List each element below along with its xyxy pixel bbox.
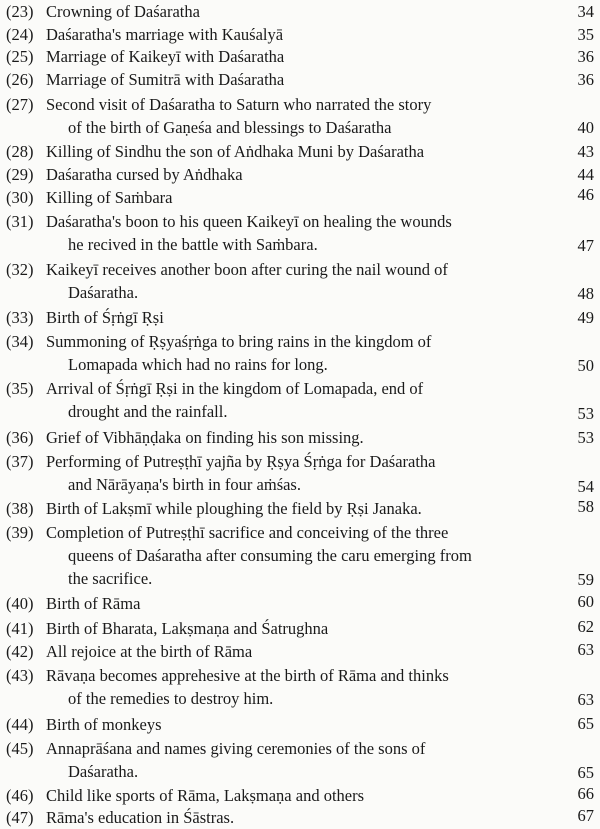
entry-title [46, 592, 546, 615]
entry-number: (40) [6, 594, 34, 613]
entry-title-line: Child like sports of Rāma, Lakṣmaṇa and others [46, 786, 365, 805]
entry-title-line: Rāma's education in Śāstras. [46, 808, 235, 827]
entry-title [46, 426, 546, 449]
entry-page: 46 [577, 185, 594, 204]
entry-title [46, 664, 546, 710]
entry-title-line: Arrival of Śṛṅgī Ṛṣi in the kingdom of Lomapada, end of [46, 379, 424, 398]
entry-page: 53 [577, 428, 594, 447]
entry-title-line: Summoning of Ṛṣyaśṛṅga to bring rains in the kingdom of [46, 332, 432, 351]
entry-number: (25) [6, 47, 34, 66]
entry-page: 58 [577, 497, 594, 516]
entry-page: 40 [577, 118, 594, 137]
entry-page: 49 [577, 308, 594, 327]
entry-number: (23) [6, 2, 34, 21]
entry-title [46, 713, 546, 736]
entry-number: (35) [6, 379, 34, 398]
entry-title [46, 521, 546, 590]
entry-page: 35 [577, 25, 594, 44]
entry-number: (36) [6, 428, 34, 447]
entry-number: (27) [6, 95, 34, 114]
entry-number: (26) [6, 70, 34, 89]
entry-title [46, 93, 546, 139]
entry-number: (28) [6, 142, 34, 161]
entry-title [46, 497, 546, 520]
entry-title-line: of the remedies to destroy him. [68, 689, 274, 708]
entry-title [46, 784, 546, 807]
entry-title-line: Birth of monkeys [46, 715, 162, 734]
entry-title [46, 23, 546, 46]
entry-title-line: Annaprāśana and names giving ceremonies of the sons of [46, 739, 426, 758]
entry-title-line: Crowning of Daśaratha [46, 2, 200, 21]
entry-title [46, 330, 546, 376]
entry-title [46, 45, 546, 68]
entry-page: 34 [577, 2, 594, 21]
entry-title-line: Birth of Lakṣmī while ploughing the field by Ṛṣi Janaka. [46, 499, 422, 518]
entry-title-line: Birth of Bharata, Lakṣmaṇa and Śatrughna [46, 619, 329, 638]
entry-number: (31) [6, 212, 34, 231]
entry-page: 48 [577, 284, 594, 303]
entry-title [46, 68, 546, 91]
entry-page: 54 [577, 477, 594, 496]
entry-page: 65 [577, 714, 594, 733]
entry-title-line: drought and the rainfall. [68, 402, 228, 421]
entry-number: (44) [6, 715, 34, 734]
entry-title-line: queens of Daśaratha after consuming the caru emerging from [68, 546, 472, 565]
entry-page: 36 [577, 47, 594, 66]
entry-page: 43 [577, 142, 594, 161]
entry-title-line: Marriage of Sumitrā with Daśaratha [46, 70, 285, 89]
entry-title [46, 0, 546, 23]
entry-page: 65 [577, 763, 594, 782]
entry-number: (42) [6, 642, 34, 661]
entry-page: 47 [577, 236, 594, 255]
entry-title-line: Second visit of Daśaratha to Saturn who narrated the story [46, 95, 432, 114]
entry-number: (39) [6, 523, 34, 542]
entry-title-line: Marriage of Kaikeyī with Daśaratha [46, 47, 285, 66]
entry-title-line: the sacrifice. [68, 569, 153, 588]
entry-page: 66 [577, 784, 594, 803]
entry-title-line: All rejoice at the birth of Rāma [46, 642, 253, 661]
entry-title-line: Daśaratha's boon to his queen Kaikeyī on healing the wounds [46, 212, 452, 231]
entry-title-line: and Nārāyaṇa's birth in four aṁśas. [68, 475, 301, 494]
entry-title-line: Rāvaṇa becomes apprehesive at the birth of Rāma and thinks [46, 666, 449, 685]
entry-title-line: he recived in the battle with Saṁbara. [68, 235, 318, 254]
entry-title-line: Daśaratha cursed by Aṅdhaka [46, 165, 243, 184]
entry-title-line: Daśaratha. [68, 762, 139, 781]
entry-title [46, 737, 546, 783]
entry-title [46, 640, 546, 663]
entry-title-line: Performing of Putreṣṭhī yajña by Ṛṣya Śṛṅga for Daśaratha [46, 452, 436, 471]
entry-number: (47) [6, 808, 34, 827]
entry-page: 63 [577, 690, 594, 709]
entry-page: 53 [577, 404, 594, 423]
entry-title [46, 377, 546, 423]
entry-title [46, 210, 546, 256]
entry-number: (37) [6, 452, 34, 471]
entry-title [46, 806, 546, 829]
entry-page: 44 [577, 165, 594, 184]
entry-title [46, 306, 546, 329]
entry-number: (38) [6, 499, 34, 518]
entry-title-line: Daśaratha. [68, 283, 139, 302]
entry-page: 50 [577, 356, 594, 375]
entry-title-line: Killing of Sindhu the son of Aṅdhaka Muni by Daśaratha [46, 142, 425, 161]
entry-page: 36 [577, 70, 594, 89]
entry-title-line: Grief of Vibhāṇḍaka on finding his son missing. [46, 428, 364, 447]
entry-title-line: Birth of Śṛṅgī Ṛṣi [46, 308, 164, 327]
entry-title [46, 140, 546, 163]
entry-title [46, 258, 546, 304]
entry-number: (29) [6, 165, 34, 184]
entry-title [46, 617, 546, 640]
entry-number: (46) [6, 786, 34, 805]
entry-title-line: Lomapada which had no rains for long. [68, 355, 328, 374]
entry-title [46, 450, 546, 496]
entry-title-line: Kaikeyī receives another boon after curing the nail wound of [46, 260, 448, 279]
entry-number: (32) [6, 260, 34, 279]
entry-page: 59 [577, 570, 594, 589]
entry-number: (43) [6, 666, 34, 685]
entry-page: 63 [577, 640, 594, 659]
entry-number: (30) [6, 188, 34, 207]
entry-title-line: Completion of Putreṣṭhī sacrifice and conceiving of the three [46, 523, 449, 542]
entry-number: (41) [6, 619, 34, 638]
entry-title-line: Birth of Rāma [46, 594, 141, 613]
entry-number: (34) [6, 332, 34, 351]
entry-number: (33) [6, 308, 34, 327]
entry-title [46, 186, 546, 209]
entry-page: 60 [577, 592, 594, 611]
entry-number: (24) [6, 25, 34, 44]
entry-title-line: of the birth of Gaṇeśa and blessings to Daśaratha [68, 118, 392, 137]
entry-number: (45) [6, 739, 34, 758]
entry-title-line: Daśaratha's marriage with Kauśalyā [46, 25, 284, 44]
entry-title-line: Killing of Saṁbara [46, 188, 173, 207]
entry-page: 67 [577, 806, 594, 825]
entry-title [46, 163, 546, 186]
entry-page: 62 [577, 617, 594, 636]
